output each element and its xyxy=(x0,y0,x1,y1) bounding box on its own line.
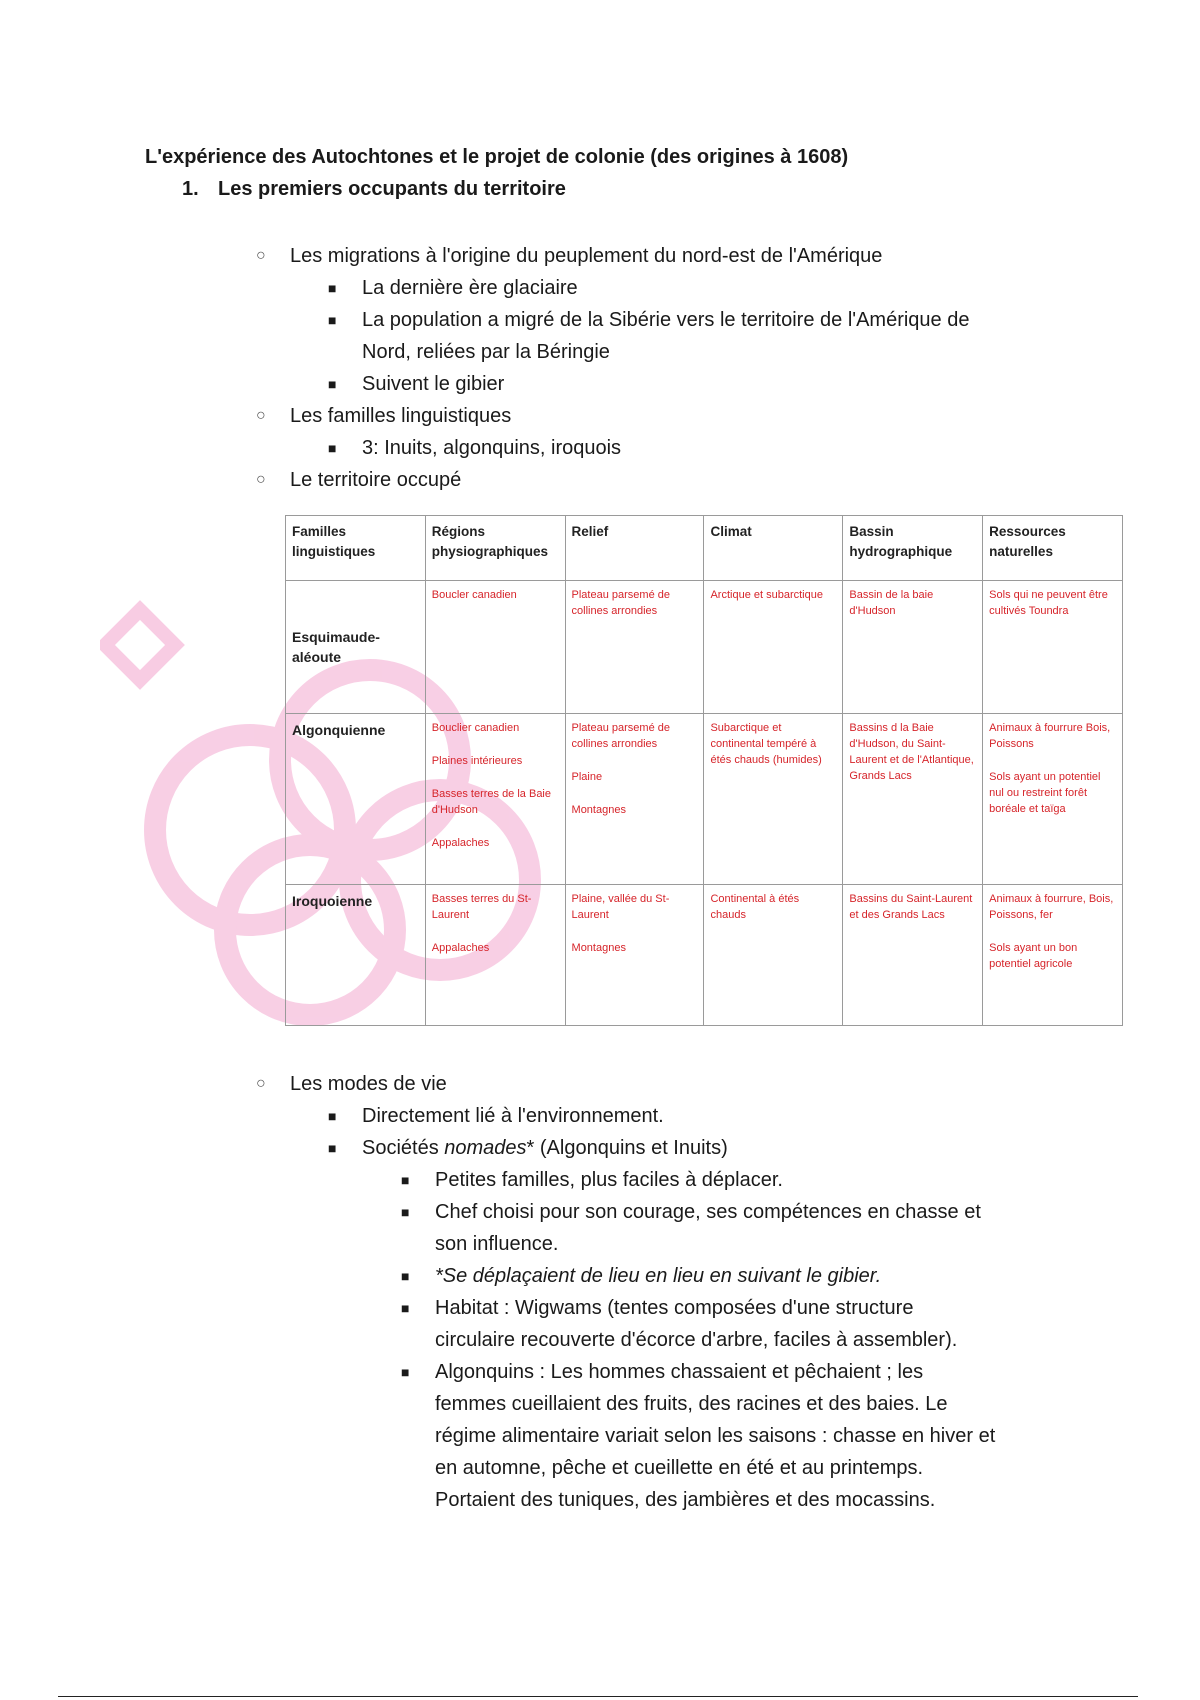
table-cell: Animaux à fourrure Bois, Poissons Sols ayant un potentiel nul ou restreint forêt boréale et taïga xyxy=(983,714,1123,885)
circle-bullet-icon: ○ xyxy=(256,247,266,264)
table-row xyxy=(286,885,1123,1026)
column-header: Familles linguistiques xyxy=(286,516,426,581)
family-cell: Algonquienne xyxy=(286,714,426,885)
table-cell: Bouclier canadien Plaines intérieures Basses terres de la Baie d'Hudson Appalaches xyxy=(425,714,565,885)
table-cell: Plaine, vallée du St-Laurent Montagnes xyxy=(565,885,704,1026)
page-bottom-rule xyxy=(58,1696,1138,1697)
section-heading xyxy=(182,178,566,201)
table-cell: Animaux à fourrure, Bois, Poissons, fer Sols ayant un bon potentiel agricole xyxy=(983,885,1123,1026)
table-cell: Boucler canadien xyxy=(425,581,565,714)
table-cell: Bassin de la baie d'Hudson xyxy=(843,581,983,714)
list-item-continuation: Nord, reliées par la Béringie xyxy=(362,341,610,363)
column-header: Relief xyxy=(565,516,704,581)
column-header: Ressources naturelles xyxy=(983,516,1123,581)
table-row xyxy=(286,714,1123,885)
square-bullet-icon: ■ xyxy=(328,280,337,296)
family-cell: Iroquoienne xyxy=(286,885,426,1026)
list-item-continuation: circulaire recouverte d'écorce d'arbre, faciles à assembler). xyxy=(435,1329,958,1351)
list-item-continuation: son influence. xyxy=(435,1233,559,1255)
square-bullet-icon: ■ xyxy=(401,1364,410,1380)
square-bullet-icon: ■ xyxy=(328,312,337,328)
table-cell: Sols qui ne peuvent être cultivés Toundra xyxy=(983,581,1123,714)
table-cell: Plateau parsemé de collines arrondies xyxy=(565,581,704,714)
circle-bullet-icon: ○ xyxy=(256,1075,266,1092)
table-cell: Subarctique et continental tempéré à étés chauds (humides) xyxy=(704,714,843,885)
document-title: L'expérience des Autochtones et le projet de colonie (des origines à 1608) xyxy=(145,146,849,168)
table-header-row xyxy=(286,516,1123,581)
column-header: Bassin hydrographique xyxy=(843,516,983,581)
list-item-continuation: Portaient des tuniques, des jambières et des mocassins. xyxy=(435,1489,936,1511)
section-label: Les premiers occupants du territoire xyxy=(218,178,566,200)
square-bullet-icon: ■ xyxy=(401,1268,410,1284)
table-row xyxy=(286,581,1123,714)
square-bullet-icon: ■ xyxy=(328,1108,337,1124)
circle-bullet-icon: ○ xyxy=(256,407,266,424)
list-item-continuation: en automne, pêche et cueillette en été et au printemps. xyxy=(435,1457,924,1479)
square-bullet-icon: ■ xyxy=(328,376,337,392)
square-bullet-icon: ■ xyxy=(328,1140,337,1156)
table-cell: Basses terres du St-Laurent Appalaches xyxy=(425,885,565,1026)
table-cell: Continental à étés chauds xyxy=(704,885,843,1026)
circle-bullet-icon: ○ xyxy=(256,471,266,488)
list-item-continuation: femmes cueillaient des fruits, des racines et des baies. Le xyxy=(435,1393,948,1415)
column-header: Climat xyxy=(704,516,843,581)
column-header: Régions physiographiques xyxy=(425,516,565,581)
square-bullet-icon: ■ xyxy=(401,1300,410,1316)
table-cell: Bassins du Saint-Laurent et des Grands Lacs xyxy=(843,885,983,1026)
table-cell: Plateau parsemé de collines arrondies Plaine Montagnes xyxy=(565,714,704,885)
square-bullet-icon: ■ xyxy=(401,1172,410,1188)
territory-table xyxy=(285,515,1123,1026)
square-bullet-icon: ■ xyxy=(328,440,337,456)
table-cell: Bassins d la Baie d'Hudson, du Saint-Laurent et de l'Atlantique, Grands Lacs xyxy=(843,714,983,885)
family-cell: Esquimaude-aléoute xyxy=(286,581,426,714)
section-number: 1. xyxy=(182,178,199,200)
square-bullet-icon: ■ xyxy=(401,1204,410,1220)
list-item-continuation: régime alimentaire variait selon les saisons : chasse en hiver et xyxy=(435,1425,996,1447)
table-cell: Arctique et subarctique xyxy=(704,581,843,714)
